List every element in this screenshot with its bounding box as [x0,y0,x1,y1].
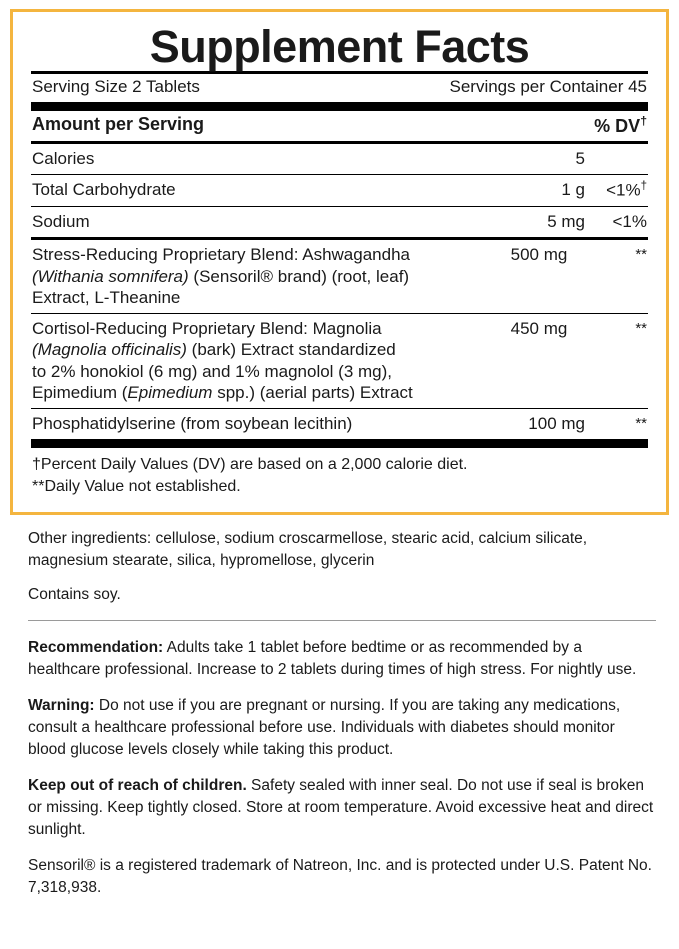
table-row [31,314,648,408]
trademark-statement: Sensoril® is a registered trademark of Natreon, Inc. and is protected under U.S. Patent No. 7,318,938. [28,857,652,896]
divider-thick-top [31,102,648,111]
daily-value-header [594,114,647,137]
warning-text: Do not use if you are pregnant or nursing. If you are taking any medications, consult a healthcare professional before use. Individuals with diabetes should monitor blood glucose levels closely while taking this product. [28,697,621,758]
dv-header-text: % DV [594,116,641,136]
footnotes [31,448,648,497]
nutrient-amount: 5 [575,149,585,168]
nutrient-amount: 500 mg [510,245,568,265]
blend-line-2-rest: (bark) Extract standardized [186,340,396,360]
keep-out-label: Keep out of reach of children. [28,777,247,794]
nutrient-amount: 100 mg [528,414,585,434]
table-row [31,240,648,313]
amount-per-serving-row [31,111,648,141]
serving-info-row [31,74,648,102]
nutrient-amount: 450 mg [510,319,568,339]
nutrient-dv: ** [635,246,647,264]
dv-header-dagger: † [640,114,647,128]
nutrient-name: Calories [32,149,95,168]
blend-line-3: to 2% honokiol (6 mg) and 1% magnolol (3 mg), [32,361,393,381]
nutrient-name: Sodium [32,212,90,232]
serving-size: Serving Size 2 Tablets [32,77,200,96]
keep-out-paragraph [28,775,656,841]
divider-thick-bottom [31,439,648,448]
supplement-facts-panel [10,9,669,515]
nutrient-dv [585,179,647,201]
table-row [31,175,648,206]
blend-line-2-rest: (Sensoril® brand) (root, leaf) [188,266,410,286]
amount-per-serving-label: Amount per Serving [32,114,205,134]
blend-line-2-italic: (Withania somnifera) [32,266,189,286]
divider-horizontal [28,620,656,621]
servings-per-container: Servings per Container 45 [449,77,647,96]
nutrient-dv: ** [635,415,647,433]
recommendation-paragraph [28,637,656,681]
nutrient-name: Phosphatidylserine (from soybean lecithin) [32,414,353,434]
blend-line-3: Extract, L-Theanine [32,287,181,307]
other-ingredients: Other ingredients: cellulose, sodium croscarmellose, stearic acid, calcium silicate, magnesium stearate, silica, hypromellose, glycerin [28,530,588,569]
warning-paragraph [28,695,656,761]
contains-statement: Contains soy. [28,586,121,603]
footnote-daily-value: †Percent Daily Values (DV) are based on a 2,000 calorie diet. [32,456,468,474]
footnote-not-established: **Daily Value not established. [32,478,241,495]
page-title: Supplement Facts [149,21,530,72]
nutrient-amount: 1 g [561,180,585,200]
recommendation-label: Recommendation: [28,639,164,656]
blend-line-4-italic: Epimedium [127,382,213,402]
blend-line-4-post: spp.) (aerial parts) Extract [212,382,413,402]
nutrient-name [32,244,493,308]
keep-out-text: Safety sealed with inner seal. Do not use if seal is broken or missing. Keep tightly closed. Store at room temperature. Avoid excessive heat and direct sunlight. [28,777,654,838]
nutrient-name: Total Carbohydrate [32,180,176,200]
nutrient-dv-dagger: † [640,180,647,193]
warning-label: Warning: [28,697,95,714]
recommendation-text: Adults take 1 tablet before bedtime or as recommended by a healthcare professional. Increase to 2 tablets during times of high stress. For nightly use. [28,639,637,678]
nutrient-dv-value: <1% [606,180,641,200]
nutrient-name [32,318,493,403]
label-body-text [28,528,656,913]
blend-line-1: Cortisol-Reducing Proprietary Blend: Magnolia [32,319,382,339]
table-row [31,409,648,439]
nutrient-amount: 5 mg [547,212,585,232]
blend-line-2-italic: (Magnolia officinalis) [32,340,187,360]
blend-line-1: Stress-Reducing Proprietary Blend: Ashwagandha [32,245,410,265]
table-row [31,207,648,237]
table-row [31,144,648,174]
nutrient-dv: ** [635,320,647,338]
blend-line-4-pre: Epimedium ( [32,382,128,402]
nutrient-dv: <1% [612,212,647,232]
